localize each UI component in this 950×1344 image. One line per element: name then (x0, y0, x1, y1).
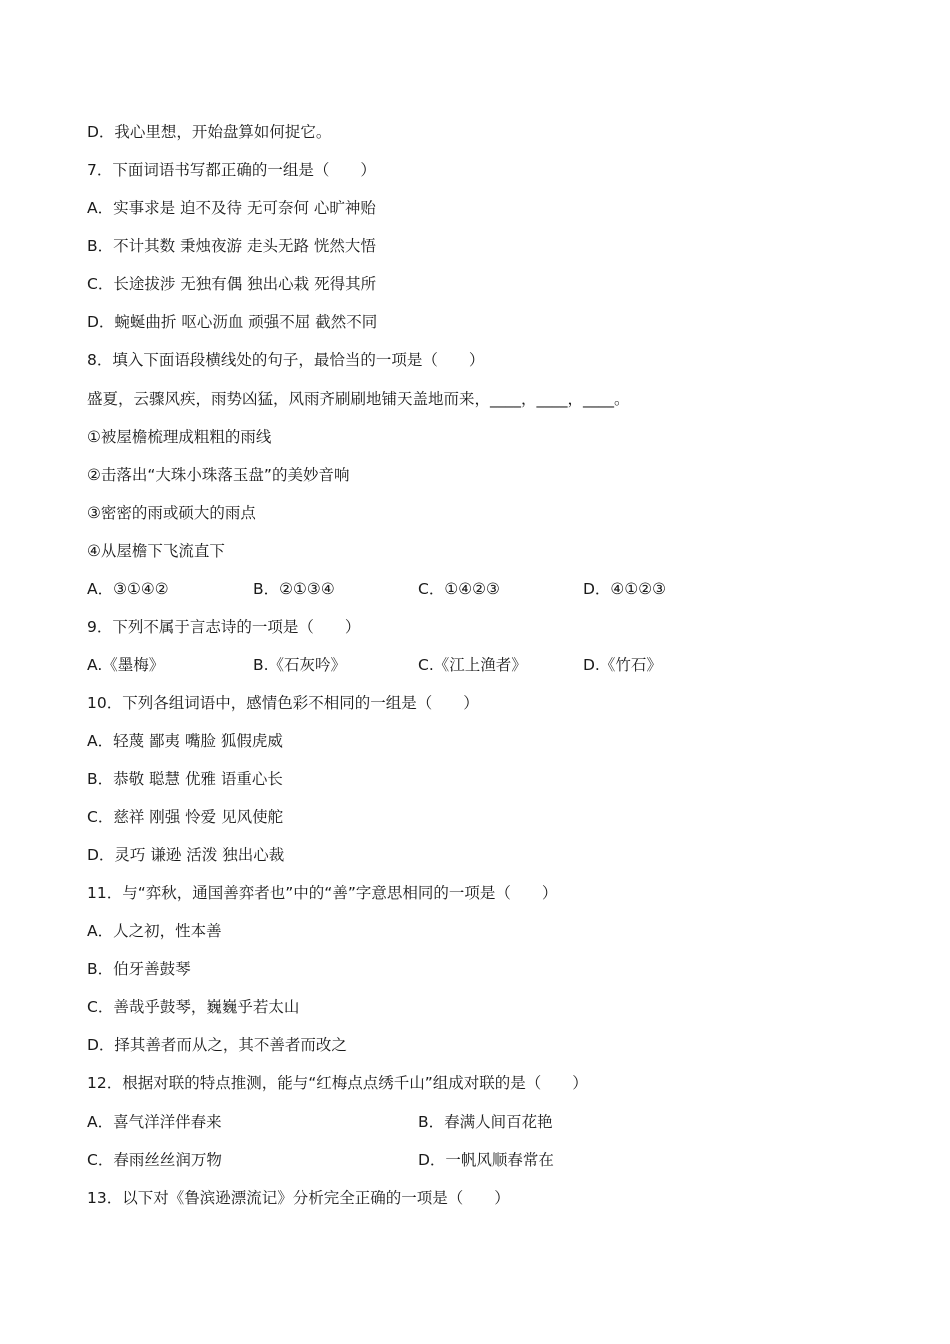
question-10: 10．下列各组词语中，感情色彩不相同的一组是（ ） (87, 694, 479, 712)
q10-option-a: A．轻蔑 鄙夷 嘴脸 狐假虎威 (87, 732, 283, 750)
q10-option-c: C．慈祥 刚强 怜爱 见风使舵 (87, 808, 284, 826)
q10-option-b: B．恭敬 聪慧 优雅 语重心长 (87, 770, 283, 788)
q7-option-d: D．蜿蜒曲折 呕心沥血 顽强不屈 截然不同 (87, 313, 378, 331)
q7-option-c: C．长途拔涉 无独有偶 独出心栽 死得其所 (87, 275, 377, 293)
question-8: 8．填入下面语段横线处的句子，最恰当的一项是（ ） (87, 351, 485, 369)
q9-option-b: B.《石灰吟》 (253, 656, 347, 674)
q11-option-b: B．伯牙善鼓琴 (87, 960, 191, 978)
q8-option-c: C．①④②③ (418, 580, 500, 598)
q10-option-d: D．灵巧 谦逊 活泼 独出心裁 (87, 846, 285, 864)
q12-option-c: C．春雨丝丝润万物 (87, 1151, 222, 1169)
question-12: 12．根据对联的特点推测，能与“红梅点点绣千山”组成对联的是（ ） (87, 1074, 588, 1092)
q12-option-b: B．春满人间百花艳 (418, 1113, 553, 1131)
q9-option-c: C.《江上渔者》 (418, 656, 527, 674)
q7-option-a: A．实事求是 迫不及待 无可奈何 心旷神贻 (87, 199, 376, 217)
q9-option-a: A.《墨梅》 (87, 656, 165, 674)
q8-option-b: B．②①③④ (253, 580, 335, 598)
q12-option-d: D．一帆风顺春常在 (418, 1151, 554, 1169)
q8-option-d: D．④①②③ (583, 580, 667, 598)
q11-option-a: A．人之初，性本善 (87, 922, 222, 940)
q8-passage: 盛夏，云骤风疾，雨势凶猛，风雨齐刷刷地铺天盖地而来，____，____，____。 (87, 390, 630, 408)
q8-sentence-3: ③密密的雨或硕大的雨点 (87, 504, 256, 522)
question-11: 11．与“弈秋，通国善弈者也”中的“善”字意思相同的一项是（ ） (87, 884, 558, 902)
q8-option-a: A．③①④② (87, 580, 169, 598)
question-13: 13．以下对《鲁滨逊漂流记》分析完全正确的一项是（ ） (87, 1189, 510, 1207)
q11-option-d: D．择其善者而从之，其不善者而改之 (87, 1036, 347, 1054)
q12-option-a: A．喜气洋洋伴春来 (87, 1113, 222, 1131)
q7-option-b: B．不计其数 秉烛夜游 走头无路 恍然大悟 (87, 237, 376, 255)
q8-sentence-2: ②击落出“大珠小珠落玉盘”的美妙音响 (87, 466, 350, 484)
question-7: 7．下面词语书写都正确的一组是（ ） (87, 161, 376, 179)
q9-option-d: D.《竹石》 (583, 656, 662, 674)
q6-option-d: D．我心里想，开始盘算如何捉它。 (87, 123, 332, 141)
q8-sentence-1: ①被屋檐梳理成粗粗的雨线 (87, 428, 272, 446)
question-9: 9．下列不属于言志诗的一项是（ ） (87, 618, 361, 636)
q8-sentence-4: ④从屋檐下飞流直下 (87, 542, 225, 560)
q11-option-c: C．善哉乎鼓琴，巍巍乎若太山 (87, 998, 300, 1016)
